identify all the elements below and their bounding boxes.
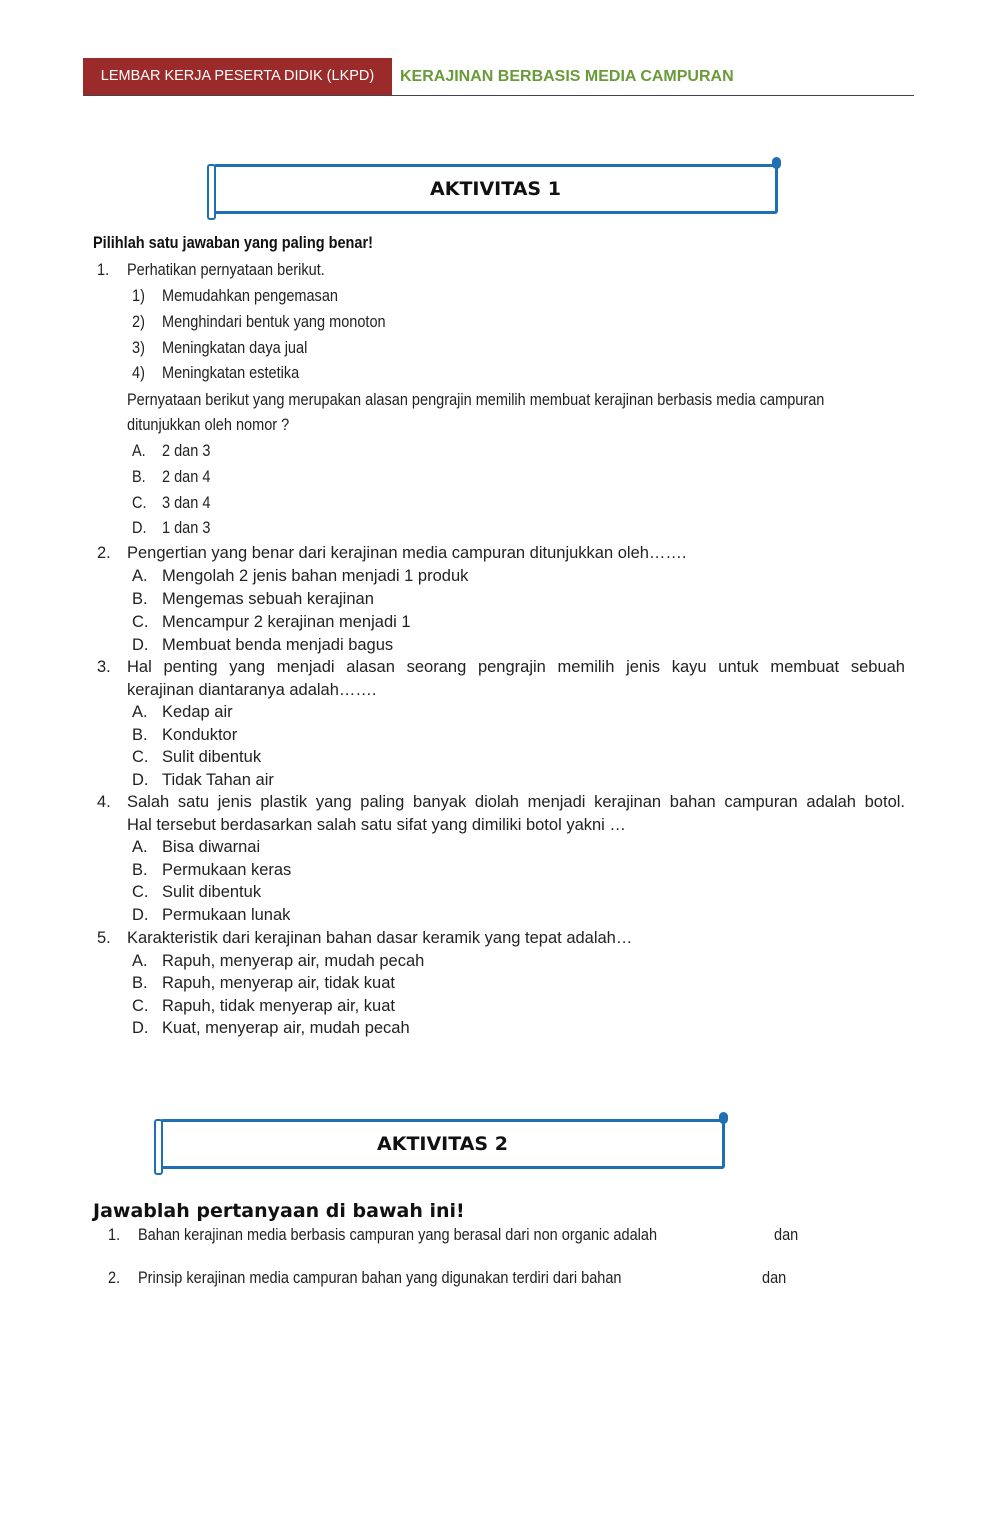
q2-text: Pengertian yang benar dari kerajinan media campuran ditunjukkan oleh…….	[127, 544, 687, 562]
option-letter: A.	[132, 442, 146, 460]
option-text: Membuat benda menjadi bagus	[162, 636, 394, 654]
q5-number: 5.	[97, 929, 111, 947]
statement-text: Meningkatan estetika	[162, 364, 300, 382]
q3-line2: kerajinan diantaranya adalah…….	[127, 681, 377, 699]
option-letter: D.	[132, 636, 149, 654]
option-text: Mencampur 2 kerajinan menjadi 1	[162, 613, 411, 631]
option-text: Mengemas sebuah kerajinan	[162, 590, 374, 608]
option-text: Rapuh, menyerap air, mudah pecah	[162, 952, 425, 970]
option-text: Mengolah 2 jenis bahan menjadi 1 produk	[162, 567, 469, 585]
statement-text: Memudahkan pengemasan	[162, 287, 338, 305]
activity2-instruction: Jawablah pertanyaan di bawah ini!	[93, 1200, 465, 1222]
essay-number: 2.	[108, 1269, 121, 1287]
option-letter: A.	[132, 567, 148, 585]
q1-text: Perhatikan pernyataan berikut.	[127, 261, 325, 279]
option-letter: B.	[132, 726, 148, 744]
option-text: Tidak Tahan air	[162, 771, 274, 789]
option-letter: B.	[132, 861, 148, 879]
option-letter: C.	[132, 494, 147, 512]
page-header	[83, 58, 914, 96]
q4-line2: Hal tersebut berdasarkan salah satu sifat yang dimiliki botol yakni …	[127, 816, 626, 834]
essay-conjunction: dan	[762, 1269, 787, 1287]
option-letter: C.	[132, 883, 149, 901]
essay-conjunction: dan	[774, 1226, 799, 1244]
q2-number: 2.	[97, 544, 111, 562]
statement-number: 2)	[132, 313, 145, 331]
option-text: Sulit dibentuk	[162, 883, 262, 901]
essay-number: 1.	[108, 1226, 121, 1244]
essay-text: Prinsip kerajinan media campuran bahan yang digunakan terdiri dari bahan	[138, 1269, 622, 1287]
statement-text: Meningkatan daya jual	[162, 339, 308, 357]
option-text: 1 dan 3	[162, 519, 211, 537]
statement-text: Menghindari bentuk yang monoton	[162, 313, 386, 331]
option-letter: A.	[132, 952, 148, 970]
option-letter: B.	[132, 590, 148, 608]
activity1-banner	[213, 164, 778, 214]
header-right-title: KERAJINAN BERBASIS MEDIA CAMPURAN	[400, 68, 734, 85]
option-text: 3 dan 4	[162, 494, 211, 512]
option-text: Kuat, menyerap air, mudah pecah	[162, 1019, 410, 1037]
q4-line1: Salah satu jenis plastik yang paling banyak diolah menjadi kerajinan bahan campuran adalah botol.	[127, 793, 905, 811]
q3-line1: Hal penting yang menjadi alasan seorang pengrajin memilih jenis kayu untuk membuat sebuah	[127, 658, 905, 676]
option-text: Permukaan keras	[162, 861, 292, 879]
option-text: Bisa diwarnai	[162, 838, 261, 856]
option-letter: C.	[132, 748, 149, 766]
option-letter: D.	[132, 906, 149, 924]
option-letter: B.	[132, 974, 148, 992]
option-letter: D.	[132, 1019, 149, 1037]
option-letter: D.	[132, 519, 147, 537]
option-text: 2 dan 4	[162, 468, 211, 486]
option-text: Konduktor	[162, 726, 238, 744]
q3-number: 3.	[97, 658, 111, 676]
option-letter: D.	[132, 771, 149, 789]
activity1-instruction: Pilihlah satu jawaban yang paling benar!	[93, 234, 373, 252]
option-letter: C.	[132, 613, 149, 631]
option-text: 2 dan 3	[162, 442, 211, 460]
statement-number: 4)	[132, 364, 145, 382]
activity2-title: AKTIVITAS 2	[377, 1133, 508, 1155]
essay-text: Bahan kerajinan media berbasis campuran yang berasal dari non organic adalah	[138, 1226, 658, 1244]
option-letter: A.	[132, 838, 148, 856]
option-text: Rapuh, menyerap air, tidak kuat	[162, 974, 395, 992]
header-left-label: LEMBAR KERJA PESERTA DIDIK (LKPD)	[83, 58, 392, 95]
q1-prompt-line2: ditunjukkan oleh nomor ?	[127, 416, 290, 434]
option-text: Kedap air	[162, 703, 233, 721]
option-text: Rapuh, tidak menyerap air, kuat	[162, 997, 395, 1015]
q1-prompt-line1: Pernyataan berikut yang merupakan alasan pengrajin memilih membuat kerajinan berbasis media campuran	[127, 391, 825, 409]
q4-number: 4.	[97, 793, 111, 811]
option-letter: A.	[132, 703, 148, 721]
option-letter: B.	[132, 468, 146, 486]
option-text: Permukaan lunak	[162, 906, 291, 924]
q5-text: Karakteristik dari kerajinan bahan dasar keramik yang tepat adalah…	[127, 929, 633, 947]
option-letter: C.	[132, 997, 149, 1015]
q1-number: 1.	[97, 261, 110, 279]
activity2-banner	[160, 1119, 725, 1169]
statement-number: 3)	[132, 339, 145, 357]
activity1-title: AKTIVITAS 1	[430, 178, 561, 200]
statement-number: 1)	[132, 287, 145, 305]
option-text: Sulit dibentuk	[162, 748, 262, 766]
